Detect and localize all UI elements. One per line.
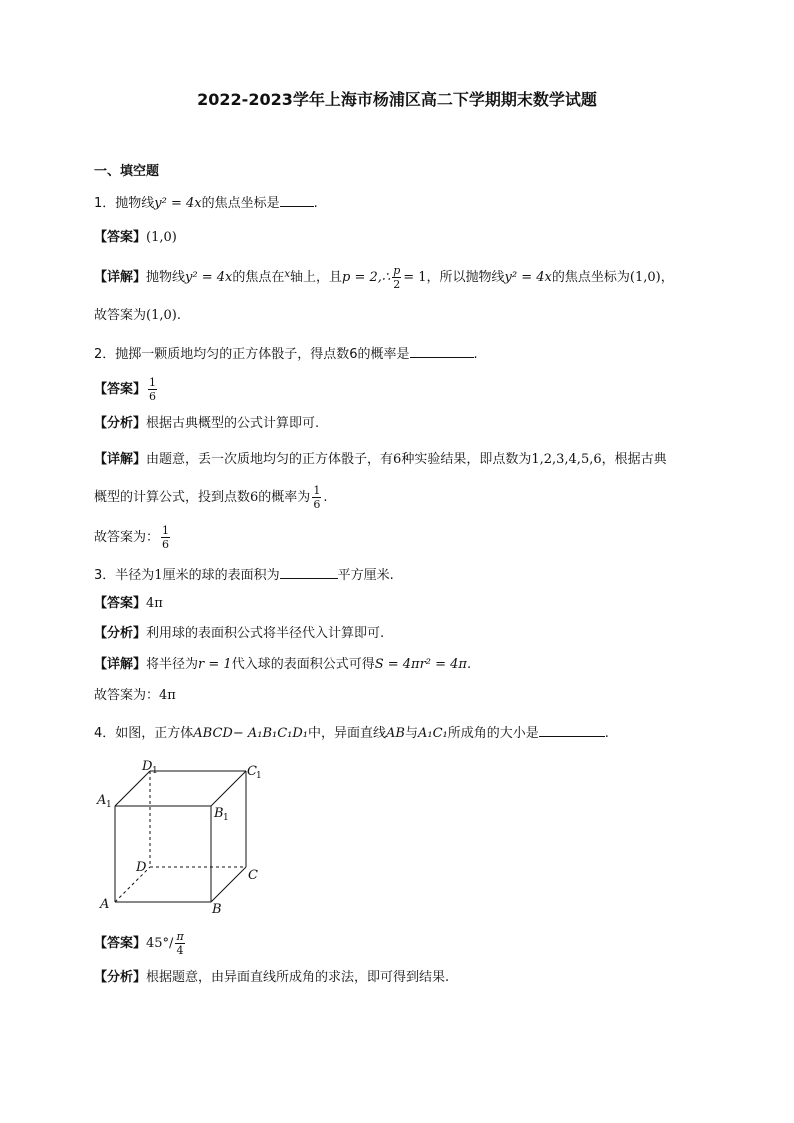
answer-blank	[539, 722, 605, 737]
q2-detail2-text-2: 的概率为	[258, 490, 311, 505]
q2-detail2-six: 6	[250, 490, 259, 505]
vertex-label-a1: A	[97, 793, 107, 808]
q4-analysis	[94, 968, 449, 988]
answer-tag: 【答案】	[94, 596, 147, 611]
edge-b1c1	[211, 771, 246, 806]
q1-stem-text-2: 的焦点坐标是	[201, 196, 280, 211]
detail-tag: 【详解】	[94, 270, 147, 285]
answer-blank	[280, 192, 314, 207]
q2-detail-text-2: 种实验结果，即点数为	[401, 452, 532, 467]
edge-bc	[211, 867, 246, 902]
q2-answer	[94, 376, 159, 403]
answer-blank	[410, 343, 474, 358]
q4-answer-value: 45°/	[146, 936, 174, 951]
q4-stem-text-2: 中，异面直线	[308, 726, 387, 741]
q3-conclusion-val: 4π	[159, 688, 176, 703]
analysis-tag: 【分析】	[94, 626, 147, 641]
vertex-sub-c1: 1	[256, 771, 262, 781]
q1-stem-end: .	[313, 196, 318, 211]
q1-conclusion	[94, 306, 181, 326]
q1-detail-text-4: ，所以抛物线	[426, 270, 505, 285]
q3-analysis-text: 利用球的表面积公式将半径代入计算即可.	[146, 626, 385, 641]
q4-answer-num: π	[176, 930, 184, 943]
q4-stem-text-3: 与	[404, 726, 418, 741]
q3-detail-end: .	[466, 657, 472, 672]
q3-conclusion-text: 故答案为：	[94, 688, 160, 703]
q3-detail-s: S = 4πr² = 4π	[374, 657, 467, 672]
q1-detail-text: 抛物线	[146, 270, 186, 285]
q1-equation: y² = 4x	[154, 196, 202, 211]
q2-conclusion-fraction	[161, 524, 170, 551]
question-1	[94, 192, 318, 214]
q2-detail-den: 6	[313, 498, 321, 511]
q1-stem-text: 1．抛物线	[94, 196, 155, 211]
q1-conclusion-val: (1,0)	[146, 308, 177, 323]
vertex-label-d: D	[136, 860, 147, 875]
q4-stem-text: 4．如图，正方体	[94, 726, 194, 741]
q1-detail-text-5: 的焦点坐标为	[551, 270, 630, 285]
vertex-label-b: B	[212, 902, 222, 917]
q2-analysis	[94, 414, 319, 434]
q2-answer-num: 1	[149, 376, 157, 389]
q3-stem-text-3: 平方厘米.	[337, 568, 394, 583]
q2-detail-six: 6	[393, 452, 402, 467]
q2-detail	[94, 450, 667, 470]
vertex-label-d1: D	[142, 759, 153, 774]
q4-stem-text-4: 所成角的大小是	[447, 726, 539, 741]
edge-a1d1	[115, 771, 150, 806]
q3-detail-text-2: 代入球的表面积公式可得	[231, 657, 375, 672]
q3-analysis	[94, 624, 384, 644]
analysis-tag: 【分析】	[94, 970, 147, 985]
vertex-sub-d1: 1	[152, 766, 158, 776]
q1-detail-text-2: 的焦点在	[232, 270, 285, 285]
page-title: 2022-2023学年上海市杨浦区高二下学期期末数学试题	[197, 90, 597, 109]
q1-answer	[94, 228, 177, 248]
q1-detail-eq1: y² = 4x	[185, 270, 233, 285]
q4-stem-end: .	[604, 726, 609, 741]
vertex-label-c1: C	[247, 764, 257, 779]
q2-analysis-text: 根据古典概型的公式计算即可.	[146, 416, 320, 431]
q3-conclusion	[94, 686, 176, 706]
q1-detail-text-3: 轴上，且	[290, 270, 343, 285]
q1-detail-p: p = 2,∴	[342, 270, 391, 285]
analysis-tag: 【分析】	[94, 416, 147, 431]
q1-conclusion-text: 故答案为	[94, 308, 147, 323]
cube-figure	[90, 755, 280, 920]
q2-detail-text-3: ，根据古典	[601, 452, 667, 467]
answer-tag: 【答案】	[94, 230, 147, 245]
q3-answer	[94, 594, 163, 614]
answer-tag: 【答案】	[94, 382, 147, 397]
q4-answer-den: 4	[176, 944, 184, 957]
q4-answer	[94, 930, 187, 957]
q4-analysis-text: 根据题意，由异面直线所成角的求法，即可得到结果.	[146, 970, 450, 985]
q2-conclusion-num: 1	[162, 524, 170, 537]
q3-detail-text: 将半径为	[146, 657, 199, 672]
q1-fraction	[392, 264, 401, 291]
q3-stem-one: 1	[154, 568, 163, 583]
question-4	[94, 722, 609, 744]
q2-detail-text: 由题意，丢一次质地均匀的正方体骰子，有	[146, 452, 394, 467]
q3-answer-value: 4π	[146, 596, 163, 611]
q2-detail2-text: 概型的计算公式，投到点数	[94, 490, 251, 505]
q3-stem-text-2: 厘米的球的表面积为	[162, 568, 280, 583]
q2-stem-end: .	[473, 347, 478, 362]
vertex-label-a: A	[100, 897, 110, 912]
q2-detail-fraction	[312, 484, 321, 511]
q4-stem-ac: A₁C₁	[418, 726, 448, 741]
q3-detail	[94, 655, 471, 675]
q2-conclusion-den: 6	[162, 538, 170, 551]
q2-conclusion	[94, 524, 172, 551]
detail-tag: 【详解】	[94, 657, 147, 672]
q1-detail-eq-one: = 1	[403, 270, 427, 285]
q4-answer-fraction	[175, 930, 184, 957]
q1-frac-den: 2	[393, 278, 401, 291]
q4-stem-cube: ABCD− A₁B₁C₁D₁	[193, 726, 309, 741]
q2-detail-num: 1	[313, 484, 321, 497]
q1-detail-x: x	[284, 269, 291, 280]
q2-detail2-end: .	[323, 490, 328, 505]
q1-detail-eq2: y² = 4x	[504, 270, 552, 285]
q2-answer-den: 6	[149, 390, 157, 403]
answer-blank	[280, 564, 338, 579]
q2-conclusion-text: 故答案为：	[94, 530, 160, 545]
vertex-label-b1: B	[214, 806, 224, 821]
q1-detail	[94, 264, 674, 291]
q3-stem-text: 3．半径为	[94, 568, 155, 583]
detail-tag: 【详解】	[94, 452, 147, 467]
vertex-label-c: C	[248, 868, 258, 883]
section-heading: 一、填空题	[94, 164, 160, 179]
q1-conclusion-end: .	[176, 308, 181, 323]
vertex-sub-b1: 1	[223, 813, 229, 823]
q4-stem-ab: AB	[386, 726, 405, 741]
q1-answer-value: (1,0)	[146, 230, 177, 245]
q2-stem-text: 2．抛掷一颗质地均匀的正方体骰子，得点数6的概率是	[94, 347, 410, 362]
q3-detail-r: r = 1	[198, 657, 232, 672]
question-2	[94, 343, 478, 365]
q2-detail-list: 1,2,3,4,5,6	[531, 452, 602, 467]
q2-answer-fraction	[148, 376, 157, 403]
q1-frac-num: p	[393, 264, 401, 277]
vertex-sub-a1: 1	[106, 800, 112, 810]
q2-detail-continued	[94, 484, 327, 511]
q1-detail-val: (1,0)	[629, 270, 661, 285]
question-3	[94, 564, 394, 586]
q1-detail-text-6: ，	[660, 270, 674, 285]
answer-tag: 【答案】	[94, 936, 147, 951]
